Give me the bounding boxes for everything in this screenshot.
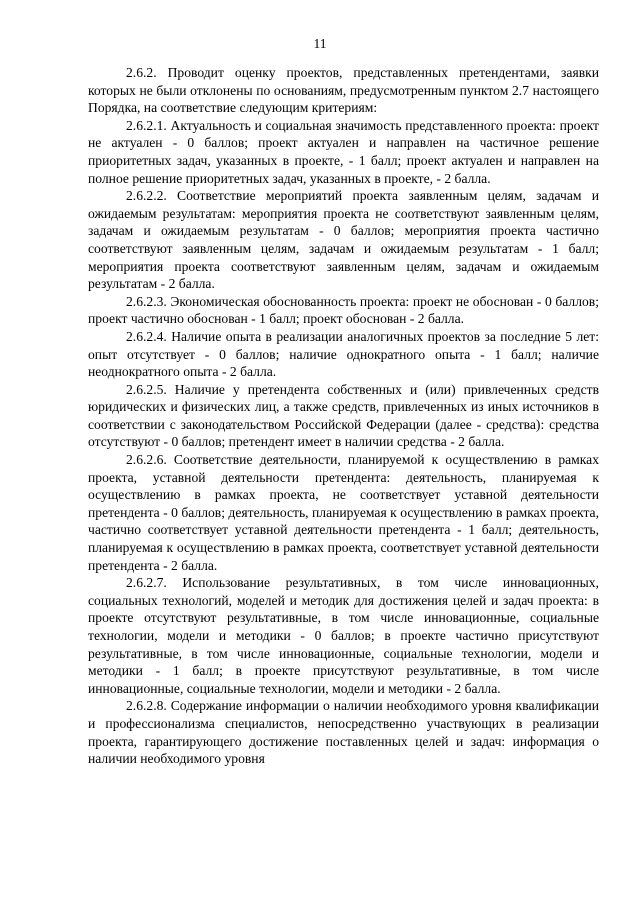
paragraph-2-6-2-1: 2.6.2.1. Актуальность и социальная значимость представленного проекта: проект не актуален - 0 баллов; проект актуален и направлен на частичное решение приоритетных задач, указанных в проекте, - 1 балл; проект актуален и направлен на полное решение приоритетных задач, указанных в проекте, - 2 балла. bbox=[88, 117, 599, 186]
paragraph-2-6-2-4: 2.6.2.4. Наличие опыта в реализации аналогичных проектов за последние 5 лет: опыт отсутствует - 0 баллов; наличие однократного опыта - 1 балл; наличие неоднократного опыта - 2 балла. bbox=[88, 328, 599, 380]
document-body bbox=[88, 64, 599, 768]
paragraph-2-6-2-6: 2.6.2.6. Соответствие деятельности, планируемой к осуществлению в рамках проекта, уставной деятельности претендента: деятельность, планируемая к осуществлению в рамках проекта, не соответствует уставной деятельности претендента - 0 баллов; деятельность, планируемая к осуществлению в рамках проекта, частично соответствует уставной деятельности претендента - 1 балл; деятельность, планируемая к осуществлению в рамках проекта, соответствует уставной деятельности претендента - 2 балла. bbox=[88, 452, 599, 573]
paragraph-2-6-2-5: 2.6.2.5. Наличие у претендента собственных и (или) привлеченных средств юридических и физических лиц, а также средств, привлеченных из иных источников в соответствии с законодательством Российской Федерации (далее - средства): средства отсутствуют - 0 баллов; претендент имеет в наличии средства - 2 балла. bbox=[88, 381, 599, 450]
paragraph-2-6-2: 2.6.2. Проводит оценку проектов, представленных претендентами, заявки которых не были отклонены по основаниям, предусмотренным пунктом 2.7 настоящего Порядка, на соответствие следующим критериям: bbox=[88, 65, 599, 116]
paragraph-2-6-2-7: 2.6.2.7. Использование результативных, в том числе инновационных, социальных технологий, моделей и методик для достижения целей и задач проекта: в проекте отсутствуют результативные, в том числе инновационные, социальные технологии, модели и методики - 0 баллов; в проекте частично присутствуют результативные, в том числе инновационные, социальные технологии, модели и методики - 1 балл; в проекте присутствуют результативные, в том числе инновационные, социальные технологии, модели и методики - 2 балла. bbox=[88, 575, 599, 696]
paragraph-2-6-2-8: 2.6.2.8. Содержание информации о наличии необходимого уровня квалификации и профессионализма специалистов, непосредственно участвующих в реализации проекта, гарантирующего достижение поставленных целей и задач: информация о наличии необходимого уровня bbox=[88, 698, 599, 767]
paragraph-2-6-2-2: 2.6.2.2. Соответствие мероприятий проекта заявленным целям, задачам и ожидаемым результатам: мероприятия проекта не соответствуют заявленным целям, задачам и ожидаемым результатам - 0 баллов; мероприятия проекта частично соответствуют заявленным целям, задачам и ожидаемым результатам - 1 балл; мероприятия проекта соответствуют заявленным целям, задачам и ожидаемым результатам - 2 балла. bbox=[88, 188, 599, 292]
paragraph-2-6-2-3: 2.6.2.3. Экономическая обоснованность проекта: проект не обоснован - 0 баллов; проект частично обоснован - 1 балл; проект обоснован - 2 балла. bbox=[88, 293, 599, 327]
page-number: 11 bbox=[313, 36, 327, 51]
